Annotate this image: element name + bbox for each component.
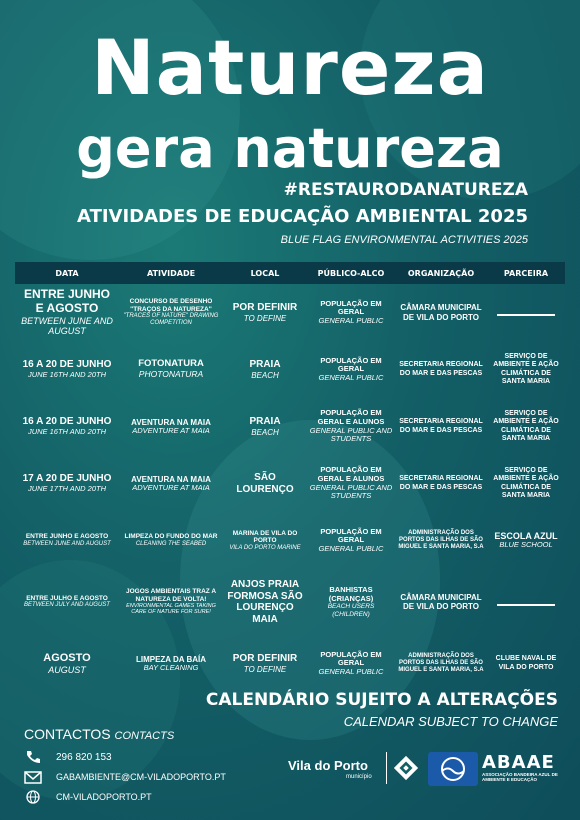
activity-cell: CONCURSO DE DESENHO "TRAÇOS DA NATUREZA" "TRACES OF NATURE" DRAWING COMPETITION [123, 298, 219, 326]
activity-cell: LIMPEZA DA BAÍA BAY CLEANING [135, 654, 207, 672]
public-cell: POPULAÇÃO EM GERAL E ALUNOS GENERAL PUBLIC AND STUDENTS [309, 465, 393, 501]
activity-cell: JOGOS AMBIENTAIS TRAZ A NATUREZA DE VOLTA! ENVIRONMENTAL GAMES TAKING CARE OF NATURE FOR SURE! [125, 588, 217, 616]
page-title: Natureza [91, 23, 489, 112]
column-header-organization: ORGANIZAÇÃO [407, 268, 475, 278]
activity-cell: LIMPEZA DO FUNDO DO MAR CLEANING THE SEABED [124, 533, 218, 547]
partner-cell: ESCOLA AZUL BLUE SCHOOL [494, 531, 558, 550]
table-row [15, 569, 565, 635]
abaae-logo: ABAAE ASSOCIAÇÃO BANDEIRA AZUL DE AMBIENTE E EDUCAÇÃO [482, 752, 558, 782]
empty-dash [497, 604, 555, 606]
date-cell: ENTRE JUNHO E AGOSTO BETWEEN JUNE AND AUGUST [21, 287, 113, 337]
vila-do-porto-logo: Vila do Porto município [288, 752, 422, 786]
public-cell: POPULAÇÃO EM GERAL GENERAL PUBLIC [318, 298, 384, 325]
hashtag: #RESTAURODANATUREZA [283, 180, 528, 200]
partner-cell: CLUBE NAVAL DE VILA DO PORTO [495, 655, 557, 671]
vila-do-porto-emblem-icon [392, 754, 420, 782]
organization-cell: SECRETARIA REGIONAL DO MAR E DAS PESCAS [399, 475, 483, 491]
activity-cell: AVENTURA NA MAIA ADVENTURE AT MAIA [131, 417, 211, 435]
subtitle: ATIVIDADES DE EDUCAÇÃO AMBIENTAL 2025 [77, 206, 528, 227]
location-cell: POR DEFINIR TO DEFINE [232, 653, 298, 674]
page-title-line2: gera natureza [76, 117, 504, 180]
contact-website[interactable]: CM-VILADOPORTO.PT [24, 790, 152, 804]
location-cell: PRAIA BEACH [249, 359, 281, 380]
activity-cell: FOTONATURA PHOTONATURA [138, 358, 204, 380]
table-row [15, 635, 565, 692]
public-cell: POPULAÇÃO EM GERAL E ALUNOS GENERAL PUBLIC AND STUDENTS [309, 408, 393, 444]
organization-cell: SECRETARIA REGIONAL DO MAR E DAS PESCAS [399, 361, 483, 377]
date-cell: AGOSTO AUGUST [43, 652, 91, 675]
date-cell: 16 A 20 DE JUNHO JUNE 16TH AND 20TH [22, 359, 112, 379]
column-header-public: PÚBLICO-ALCO [317, 268, 385, 278]
public-cell: POPULAÇÃO EM GERAL GENERAL PUBLIC [318, 526, 384, 553]
partner-cell: SERVIÇO DE AMBIENTE E AÇÃO CLIMÁTICA DE SANTA MARIA [493, 467, 559, 499]
contact-email[interactable]: GABAMBIENTE@CM-VILADOPORTO.PT [24, 770, 226, 784]
organization-cell: SECRETARIA REGIONAL DO MAR E DAS PESCAS [399, 418, 483, 434]
contacts-heading: CONTACTOS CONTACTS [24, 726, 175, 742]
date-cell: ENTRE JUNHO E AGOSTO BETWEEN JUNE AND AUGUST [23, 533, 111, 547]
phone-icon [24, 750, 42, 764]
blue-flag-icon [428, 752, 478, 786]
column-header-location: LOCAL [250, 268, 280, 278]
calendar-note: CALENDÁRIO SUJEITO A ALTERAÇÕES [205, 690, 558, 710]
column-header-partner: PARCEIRA [503, 268, 549, 278]
partner-cell: SERVIÇO DE AMBIENTE E AÇÃO CLIMÁTICA DE SANTA MARIA [493, 410, 559, 442]
blue-flag-logo [428, 752, 478, 786]
public-cell: POPULAÇÃO EM GERAL GENERAL PUBLIC [318, 649, 384, 676]
location-cell: POR DEFINIR TO DEFINE [232, 302, 298, 323]
date-cell: 16 A 20 DE JUNHO JUNE 16TH AND 20TH [22, 416, 112, 436]
date-cell: ENTRE JULHO E AGOSTO BETWEEN JULY AND AUGUST [24, 594, 110, 609]
logos-area [288, 748, 564, 788]
organization-cell: ADMINISTRAÇÃO DOS PORTOS DAS ILHAS DE SÃO MIGUEL E SANTA MARIA, S.A [398, 530, 484, 550]
column-header-activity: ATIVIDADE [146, 268, 196, 278]
globe-icon [24, 790, 42, 804]
contact-phone[interactable]: 296 820 153 [24, 750, 112, 764]
location-cell: MARINA DE VILA DO PORTO VILA DO PORTO MARINE [229, 529, 301, 551]
table-header-row [15, 262, 565, 284]
email-icon [24, 770, 42, 784]
table-row [15, 284, 565, 341]
partner-cell: SERVIÇO DE AMBIENTE E AÇÃO CLIMÁTICA DE SANTA MARIA [493, 353, 559, 385]
calendar-notice [206, 690, 558, 729]
location-cell: SÃO LOURENÇO [236, 472, 294, 495]
calendar-note-english: CALENDAR SUBJECT TO CHANGE [343, 714, 558, 729]
organization-cell: CÂMARA MUNICIPAL DE VILA DO PORTO [400, 303, 482, 322]
location-cell: PRAIA BEACH [249, 416, 281, 437]
partner-cell [487, 284, 565, 341]
organization-cell: CÂMARA MUNICIPAL DE VILA DO PORTO [400, 592, 482, 611]
location-cell: ANJOS PRAIA FORMOSA SÃO LOURENÇO MAIA [227, 579, 303, 625]
activities-table [15, 262, 565, 692]
public-cell: POPULAÇÃO EM GERAL GENERAL PUBLIC [318, 355, 384, 382]
empty-dash [497, 314, 555, 316]
partner-cell [487, 569, 565, 635]
date-cell: 17 A 20 DE JUNHO JUNE 17TH AND 20TH [22, 473, 112, 493]
organization-cell: ADMINISTRAÇÃO DOS PORTOS DAS ILHAS DE SÃO MIGUEL E SANTA MARIA, S.A [398, 653, 484, 673]
table-row [15, 341, 565, 398]
table-row [15, 455, 565, 512]
subtitle-english: BLUE FLAG ENVIRONMENTAL ACTIVITIES 2025 [280, 234, 528, 246]
column-header-date: DATA [55, 268, 79, 278]
table-row [15, 512, 565, 569]
public-cell: BANHISTAS (CRIANÇAS) BEACH USERS (CHILDREN) [327, 584, 375, 618]
table-row [15, 398, 565, 455]
activity-cell: AVENTURA NA MAIA ADVENTURE AT MAIA [131, 474, 211, 492]
